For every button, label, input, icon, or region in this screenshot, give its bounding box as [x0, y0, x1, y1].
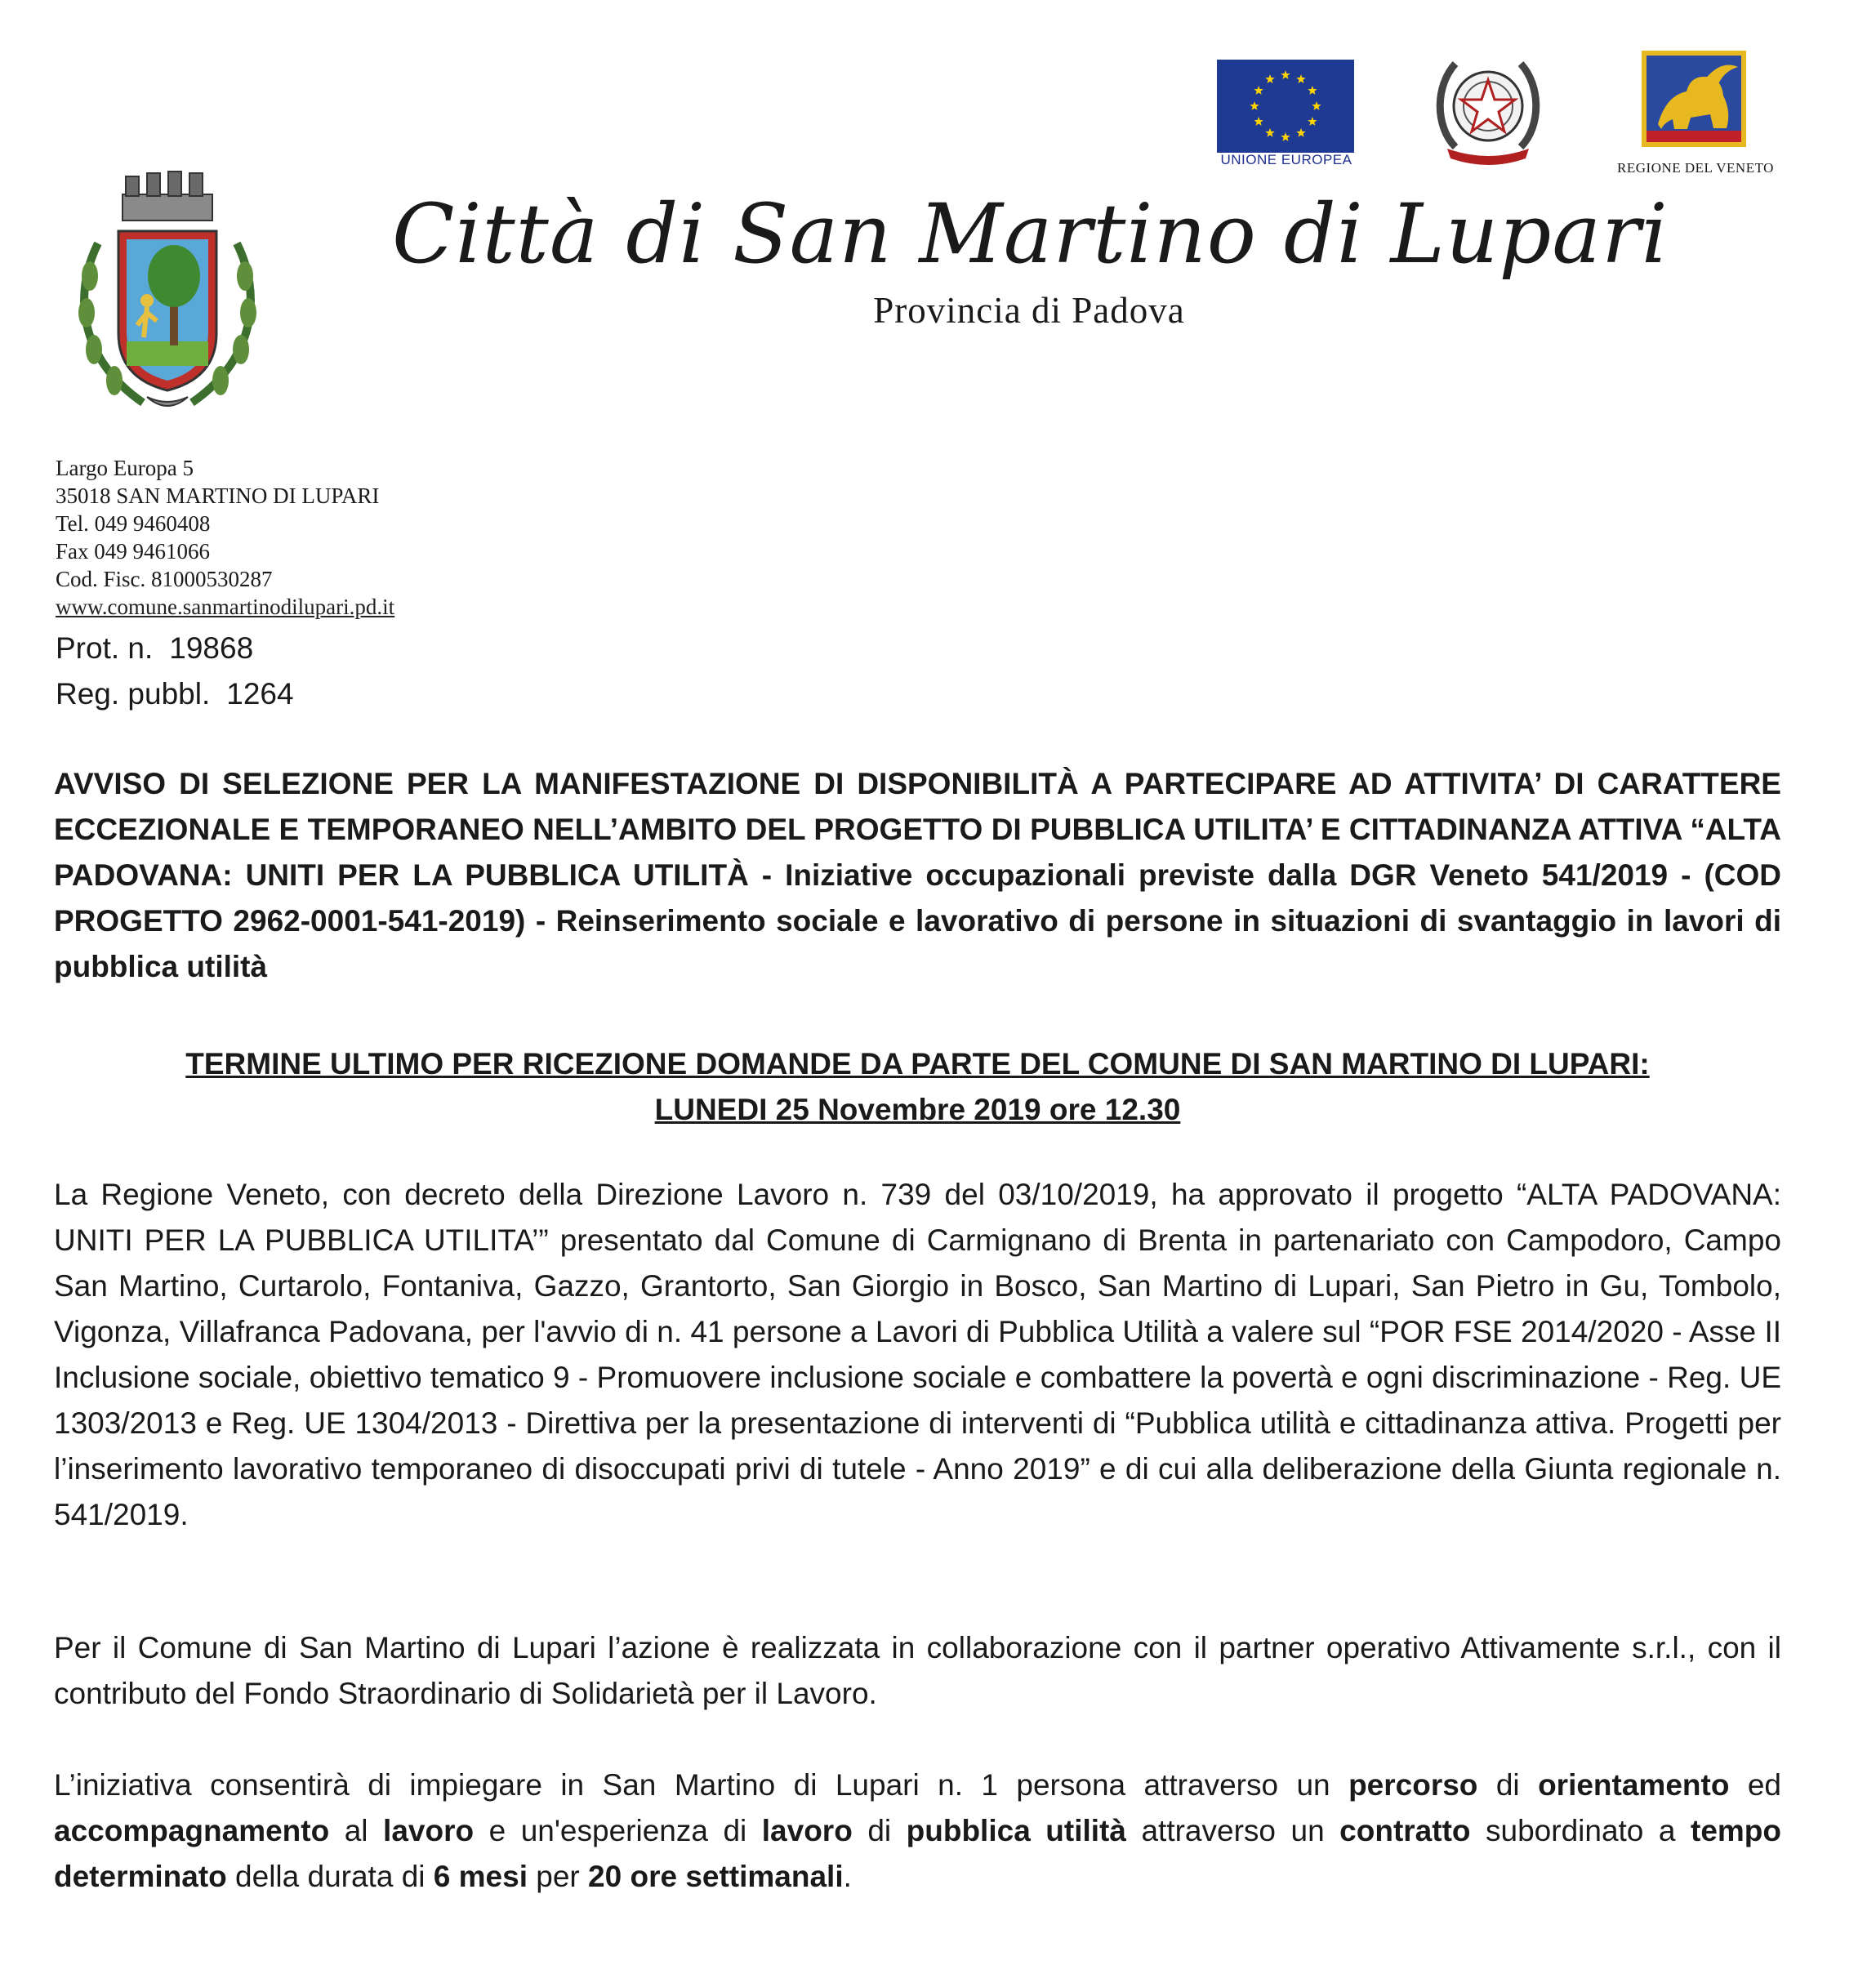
website-link[interactable]: www.comune.sanmartinodilupari.pd.it	[56, 595, 395, 619]
eu-label: UNIONE EUROPEA	[1220, 152, 1352, 167]
p3-text: subordinato a	[1470, 1814, 1691, 1847]
city-coat-of-arms-icon	[65, 170, 270, 419]
p3-text: .	[843, 1860, 852, 1893]
p3-bold: orientamento	[1538, 1768, 1730, 1802]
p3-text: attraverso un	[1125, 1814, 1340, 1847]
city-title: Città di San Martino di Lupari	[392, 186, 1669, 282]
p3-bold: 20 ore settimanali	[588, 1860, 844, 1893]
address-city: 35018 SAN MARTINO DI LUPARI	[56, 483, 380, 508]
protocol-block	[56, 626, 294, 717]
p3-text: ed	[1729, 1768, 1782, 1802]
p3-text: della durata di	[226, 1860, 434, 1893]
deadline-block	[54, 1041, 1781, 1133]
p3-text: e un'esperienza di	[474, 1814, 762, 1847]
province-subtitle: Provincia di Padova	[873, 290, 1185, 331]
notice-heading: AVVISO DI SELEZIONE PER LA MANIFESTAZIONE DI DISPONIBILITÀ A PARTECIPARE AD ATTIVITA’ DI CARATTERE ECCEZIONALE E TEMPORANEO NELL’AMBITO DEL PROGETTO DI PUBBLICA UTILITA’ E CITTADINANZA ATTIVA “ALTA PADOVANA: UNITI PER LA PUBBLICA UTILITÀ - Iniziative occupazionali previste dalla DGR Veneto 541/2019 - (COD PROGETTO 2962-0001-541-2019) - Reinserimento sociale e lavorativo di persone in situazioni di svantaggio in lavori di pubblica utilità	[54, 767, 1781, 983]
deadline-line-2: LUNEDI 25 Novembre 2019 ore 12.30	[654, 1093, 1181, 1126]
p3-text: al	[329, 1814, 384, 1847]
reg-number: 1264	[226, 677, 294, 711]
address-fax: Fax 049 9461066	[56, 539, 210, 564]
regione-veneto-lion-icon	[1642, 51, 1746, 147]
p3-bold: lavoro	[383, 1814, 475, 1847]
address-tel: Tel. 049 9460408	[56, 511, 211, 536]
p3-text: di	[852, 1814, 907, 1847]
regione-veneto-label: REGIONE DEL VENETO	[1617, 160, 1774, 176]
reg-label: Reg. pubbl.	[56, 677, 211, 711]
p3-bold: contratto	[1339, 1814, 1471, 1847]
paragraph-1: La Regione Veneto, con decreto della Direzione Lavoro n. 739 del 03/10/2019, ha approvato il progetto “ALTA PADOVANA: UNITI PER LA PUBBLICA UTILITA’” presentato dal Comune di Carmignano di Brenta in partenariato con Campodoro, Campo San Martino, Curtarolo, Fontaniva, Gazzo, Grantorto, San Giorgio in Bosco, San Martino di Lupari, San Pietro in Gu, Tombolo, Vigonza, Villafranca Padovana, per l'avvio di n. 41 persone a Lavori di Pubblica Utilità a valere sul “POR FSE 2014/2020 - Asse II Inclusione sociale, obiettivo tematico 9 - Promuovere inclusione sociale e combattere la povertà e ogni discriminazione - Reg. UE 1303/2013 e Reg. UE 1304/2013 - Direttiva per la presentazione di interventi di “Pubblica utilità e cittadinanza attiva. Progetti per l’inserimento lavorativo temporaneo di disoccupati privi di tutele - Anno 2019” e di cui alla deliberazione della Giunta regionale n. 541/2019.	[54, 1178, 1781, 1531]
p3-bold: accompagnamento	[54, 1814, 330, 1847]
p3-bold: pubblica utilità	[906, 1814, 1126, 1847]
address-block	[56, 454, 394, 621]
address-street: Largo Europa 5	[56, 456, 194, 480]
p3-text: di	[1477, 1768, 1539, 1802]
italian-republic-emblem-icon	[1431, 49, 1545, 167]
eu-flag-icon	[1217, 60, 1354, 153]
prot-number: 19868	[169, 631, 254, 665]
paragraph-3	[54, 1762, 1781, 1900]
paragraph-2: Per il Comune di San Martino di Lupari l’azione è realizzata in collaborazione con il partner operativo Attivamente s.r.l., con il contributo del Fondo Straordinario di Solidarietà per il Lavoro.	[54, 1631, 1781, 1710]
p3-bold: lavoro	[761, 1814, 853, 1847]
deadline-line-1: TERMINE ULTIMO PER RICEZIONE DOMANDE DA PARTE DEL COMUNE DI SAN MARTINO DI LUPARI:	[185, 1047, 1650, 1081]
p3-bold: 6 mesi	[433, 1860, 528, 1893]
address-fiscal-code: Cod. Fisc. 81000530287	[56, 567, 273, 591]
p3-bold: tempo determinato	[54, 1814, 1781, 1893]
p3-bold: percorso	[1348, 1768, 1478, 1802]
p3-text: L’iniziativa consentirà di impiegare in San Martino di Lupari n. 1 persona attraverso un	[54, 1768, 1349, 1802]
p3-text: per	[527, 1860, 589, 1893]
prot-label: Prot. n.	[56, 631, 154, 665]
